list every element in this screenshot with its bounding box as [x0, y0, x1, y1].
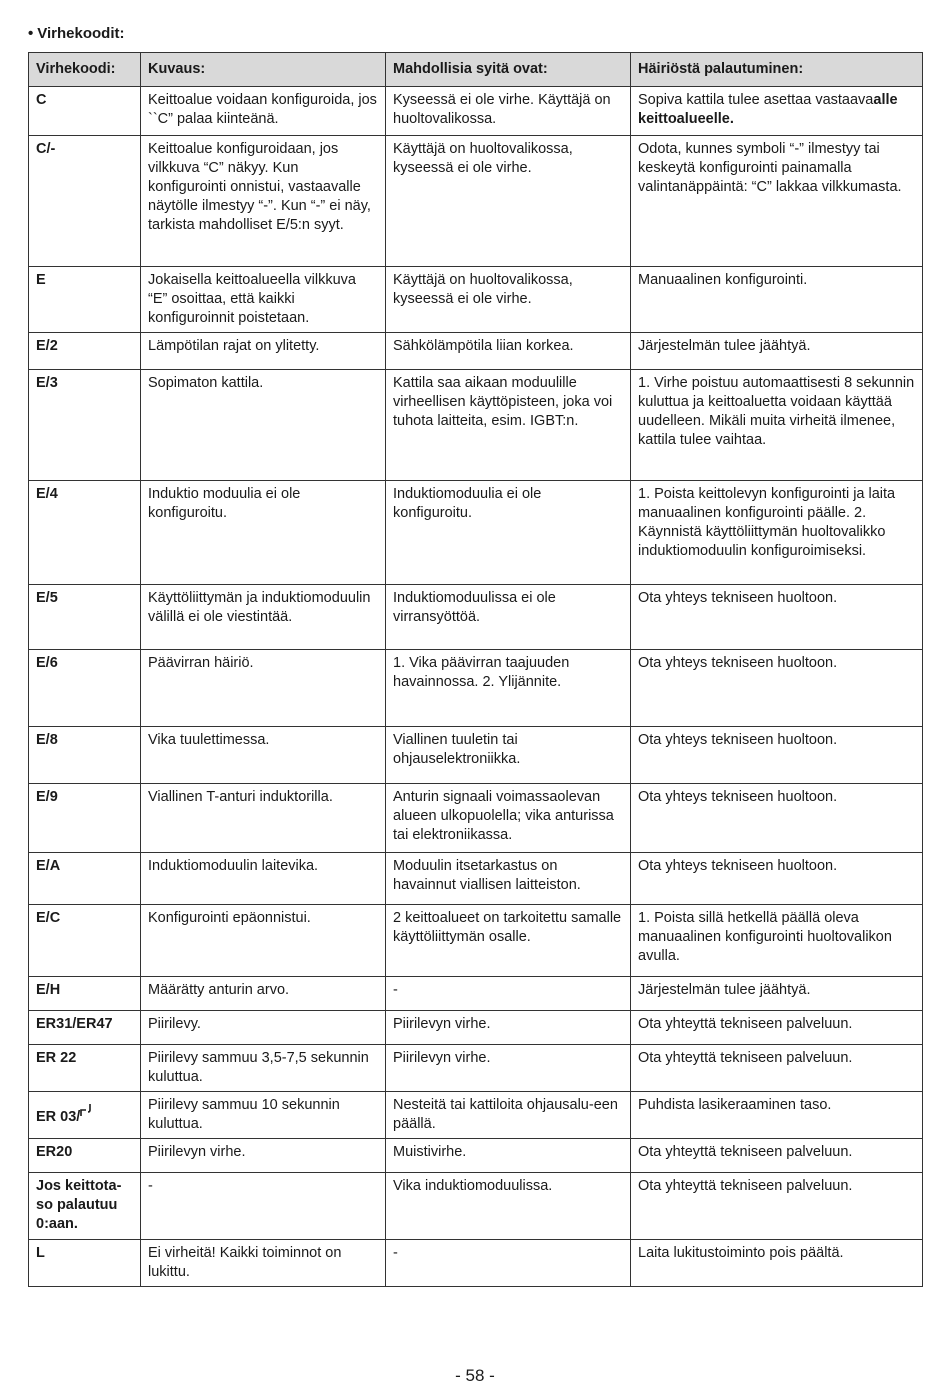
description: Piirilevy sammuu 10 sekunnin kuluttua.	[141, 1092, 386, 1139]
error-code: E/2	[29, 333, 141, 370]
table-row	[29, 585, 923, 650]
description: Konfigurointi epäonnistui.	[141, 905, 386, 977]
error-code: C	[29, 87, 141, 136]
page-number: - 58 -	[455, 1366, 495, 1385]
table-row	[29, 650, 923, 727]
causes: Kattila saa aikaan moduulille virheellisen käyttöpisteen, joka voi tuhota laitteita, esim. IGBT:n.	[386, 370, 631, 481]
description: Piirilevy sammuu 3,5-7,5 sekunnin kuluttua.	[141, 1045, 386, 1092]
recovery: Ota yhteys tekniseen huoltoon.	[631, 585, 923, 650]
error-code	[29, 1092, 141, 1139]
causes: Piirilevyn virhe.	[386, 1011, 631, 1045]
causes: 2 keittoalueet on tarkoitettu samalle käyttöliittymän osalle.	[386, 905, 631, 977]
causes: Moduulin itsetarkastus on havainnut viallisen laitteiston.	[386, 853, 631, 905]
causes: Muistivirhe.	[386, 1139, 631, 1173]
causes: Anturin signaali voimassaolevan alueen ulkopuolella; vika anturissa tai elektroniikassa.	[386, 784, 631, 853]
recovery: Puhdista lasikeraaminen taso.	[631, 1092, 923, 1139]
error-code: E/3	[29, 370, 141, 481]
recovery: Ota yhteys tekniseen huoltoon.	[631, 727, 923, 784]
causes: Nesteitä tai kattiloita ohjausalu-een päällä.	[386, 1092, 631, 1139]
description: Keittoalue voidaan konfiguroida, jos ``C” palaa kiinteänä.	[141, 87, 386, 136]
error-code: E/6	[29, 650, 141, 727]
description: Käyttöliittymän ja induktiomoduulin välillä ei ole viestintää.	[141, 585, 386, 650]
description: Induktiomoduulin laitevika.	[141, 853, 386, 905]
causes: Käyttäjä on huoltovalikossa, kyseessä ei ole virhe.	[386, 136, 631, 267]
recovery: Ota yhteys tekniseen huoltoon.	[631, 853, 923, 905]
error-code: Jos keittota-so palautuu 0:aan.	[29, 1173, 141, 1240]
table-row	[29, 727, 923, 784]
causes: -	[386, 1240, 631, 1287]
description: Vika tuulettimessa.	[141, 727, 386, 784]
error-code-text: ER 03/	[36, 1109, 81, 1125]
recovery: 1. Poista sillä hetkellä päällä oleva manuaalinen konfigurointi huoltovalikon avulla.	[631, 905, 923, 977]
error-code: L	[29, 1240, 141, 1287]
table-row	[29, 1240, 923, 1287]
causes: Kyseessä ei ole virhe. Käyttäjä on huoltovalikossa.	[386, 87, 631, 136]
bullet: •	[28, 25, 34, 42]
table-row	[29, 333, 923, 370]
causes: Piirilevyn virhe.	[386, 1045, 631, 1092]
causes: -	[386, 977, 631, 1011]
recovery: Odota, kunnes symboli “-” ilmestyy tai keskeytä konfigurointi painamalla valintanäppäintä: “C” lakkaa vilkkumasta.	[631, 136, 923, 267]
recovery: Ota yhteys tekniseen huoltoon.	[631, 650, 923, 727]
table-row	[29, 370, 923, 481]
recovery: Järjestelmän tulee jäähtyä.	[631, 977, 923, 1011]
description: Piirilevyn virhe.	[141, 1139, 386, 1173]
table-row	[29, 1045, 923, 1092]
description: Päävirran häiriö.	[141, 650, 386, 727]
error-code: ER31/ER47	[29, 1011, 141, 1045]
recovery: Ota yhteys tekniseen huoltoon.	[631, 784, 923, 853]
recovery-text: Sopiva kattila tulee asettaa vastaava	[638, 92, 874, 108]
recovery: Manuaalinen konfigurointi.	[631, 267, 923, 333]
error-code: E/A	[29, 853, 141, 905]
recovery: 1. Virhe poistuu automaattisesti 8 sekunnin kuluttua ja keittoaluetta voidaan käyttää uudelleen. Mikäli muita virheitä ilmenee, kattila tulee vaihtaa.	[631, 370, 923, 481]
error-code: ER20	[29, 1139, 141, 1173]
recovery: Ota yhteyttä tekniseen palveluun.	[631, 1173, 923, 1240]
causes: Viallinen tuuletin tai ohjauselektroniikka.	[386, 727, 631, 784]
table-row	[29, 1092, 923, 1139]
error-code: E/C	[29, 905, 141, 977]
header-description: Kuvaus:	[141, 53, 386, 87]
section-title-text: Virhekoodit:	[37, 25, 125, 42]
causes: Sähkölämpötila liian korkea.	[386, 333, 631, 370]
causes: Induktiomoduulissa ei ole virransyöttöä.	[386, 585, 631, 650]
section-title	[28, 25, 125, 42]
error-code: E/8	[29, 727, 141, 784]
description: Induktio moduulia ei ole konfiguroitu.	[141, 481, 386, 585]
error-code: E/H	[29, 977, 141, 1011]
error-code-table	[28, 52, 923, 1287]
error-code: E/9	[29, 784, 141, 853]
error-code: E	[29, 267, 141, 333]
table-header-row	[29, 53, 923, 87]
description: Sopimaton kattila.	[141, 370, 386, 481]
recovery: Ota yhteyttä tekniseen palveluun.	[631, 1011, 923, 1045]
description: -	[141, 1173, 386, 1240]
table-row	[29, 1173, 923, 1240]
recovery: Ota yhteyttä tekniseen palveluun.	[631, 1045, 923, 1092]
error-code: C/-	[29, 136, 141, 267]
description: Keittoalue konfiguroidaan, jos vilkkuva “C” näkyy. Kun konfigurointi onnistui, vastaavalle näytölle ilmestyy “-”. Kun “-” ei näy, tarkista mahdolliset E/5:n syyt.	[141, 136, 386, 267]
causes: Induktiomoduulia ei ole konfiguroitu.	[386, 481, 631, 585]
header-recovery: Häiriöstä palautuminen:	[631, 53, 923, 87]
table-row	[29, 905, 923, 977]
table-row	[29, 784, 923, 853]
description: Piirilevy.	[141, 1011, 386, 1045]
recovery-bold-text: alle keittoalueelle.	[638, 92, 898, 127]
recovery	[631, 87, 923, 136]
table-row	[29, 87, 923, 136]
causes: 1. Vika päävirran taajuuden havainnossa. 2. Ylijännite.	[386, 650, 631, 727]
table-row	[29, 136, 923, 267]
table-row	[29, 267, 923, 333]
causes: Vika induktiomoduulissa.	[386, 1173, 631, 1240]
description: Lämpötilan rajat on ylitetty.	[141, 333, 386, 370]
recovery: Järjestelmän tulee jäähtyä.	[631, 333, 923, 370]
description: Viallinen T-anturi induktorilla.	[141, 784, 386, 853]
pot-hanging-icon	[80, 1103, 92, 1117]
header-code: Virhekoodi:	[29, 53, 141, 87]
table-row	[29, 1139, 923, 1173]
header-causes: Mahdollisia syitä ovat:	[386, 53, 631, 87]
error-code: E/5	[29, 585, 141, 650]
description: Ei virheitä! Kaikki toiminnot on lukittu.	[141, 1240, 386, 1287]
description: Jokaisella keittoalueella vilkkuva “E” osoittaa, että kaikki konfiguroinnit poistetaan.	[141, 267, 386, 333]
error-code: E/4	[29, 481, 141, 585]
table-row	[29, 1011, 923, 1045]
recovery: Laita lukitustoiminto pois päältä.	[631, 1240, 923, 1287]
description: Määrätty anturin arvo.	[141, 977, 386, 1011]
table-row	[29, 977, 923, 1011]
causes: Käyttäjä on huoltovalikossa, kyseessä ei ole virhe.	[386, 267, 631, 333]
table-row	[29, 481, 923, 585]
table-row	[29, 853, 923, 905]
recovery: 1. Poista keittolevyn konfigurointi ja laita manuaalinen konfigurointi päälle. 2. Käynnistä käyttöliittymän huoltovalikko induktiomoduulin konfiguroimiseksi.	[631, 481, 923, 585]
error-code: ER 22	[29, 1045, 141, 1092]
recovery: Ota yhteyttä tekniseen palveluun.	[631, 1139, 923, 1173]
